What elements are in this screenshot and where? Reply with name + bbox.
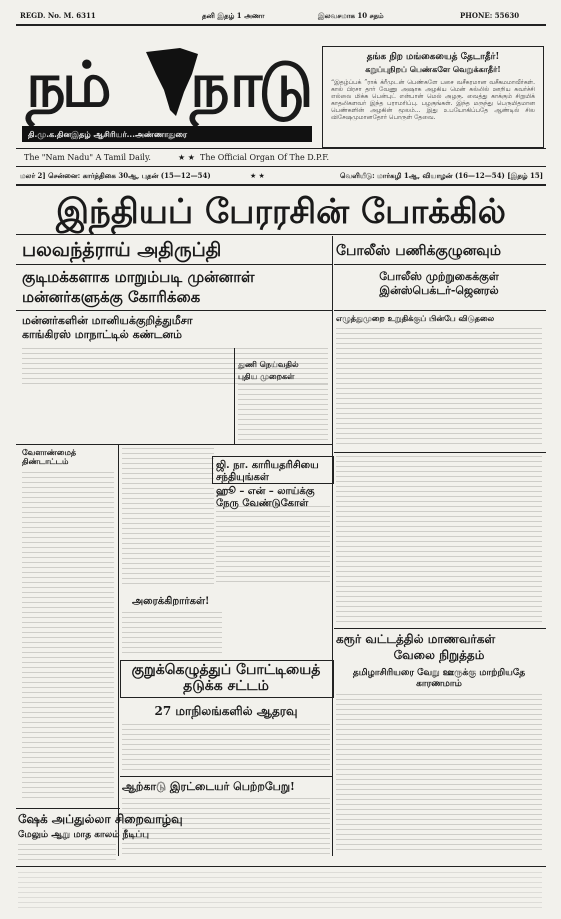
headline-students: கரூர் வட்டத்தில் மாணவர்கள் [336,632,496,646]
school-rule-top [334,310,546,311]
article-sheikh-body [18,844,116,862]
headline-salary: அரைக்கிறார்கள்! [132,596,210,607]
column-divider-thuni [234,348,235,444]
headline-rule [16,234,546,235]
masthead-logo [22,34,312,144]
police-deck-2: இன்ஸ்பெக்டர்-ஜெனரல் [379,284,499,297]
masthead-title-right: நாடு [190,48,310,121]
bottom-rule [16,866,546,867]
article-mid-body [122,448,214,588]
main-headline: இந்தியப் பேரரசின் போக்கில் [55,192,507,232]
subheadline-rule-2 [16,310,332,311]
subheadline-balwant: பலவந்த்ராய் அதிருப்தி [22,239,222,261]
subheadline-citizens: குடிமக்களாக மாறும்படி முன்னாள் [22,268,255,286]
students-rule-top [334,452,546,453]
deck-congress: காங்கிரஸ் மாநாட்டில் கண்டனம் [22,328,182,341]
advertisement-box [322,46,544,148]
date-rule [16,184,546,186]
subheadline-rule-1 [16,264,332,265]
official-organ: The Official Organ Of The D.P.F. [200,153,330,162]
date-left: மலர் 2] சென்னை: கார்த்திகை 30ஆ, புதன் (15—12—54) [20,171,211,180]
headline-nehru: ஹூ – என் – லாய்க்கு நேரு வேண்டுகோள் [216,486,315,509]
single-issue-price: தனி இதழ் 1 அணா [202,11,265,20]
date-right: வெளியீடு: மார்கழி 1ஆ, வியாழன் (16—12—54) [இதழ் 15] [340,171,544,180]
police-rule [334,264,546,265]
left-column-rule [16,444,332,445]
headline-arcot: ஆற்காடு இரட்டையர் பெற்றபேறு! [122,780,295,793]
phone-number: PHONE: 55630 [460,11,520,20]
tagline-rule-top [16,148,546,149]
headline-crossword-law: தடுக்க சட்டம் [183,678,269,694]
top-rule [16,24,546,26]
thuni-headline-2: புதிய முறைகள் [238,371,295,381]
subheadline-kings: மன்னர்களுக்கு கோரிக்கை [22,288,201,306]
issue-price-alt: இலவசமாக 10 சதம் [318,11,384,20]
ad-body: “இதழ்ப்பக் ”ராக் க்ரீமுடன் பெண்களே பசை வசீகரமான வசீகமமாவீர்கள். கால் பிரசா தார் வேணு அஷாக அழகிய மென் கல்லில் ஊறிய கவர்ச்சி எல்லை மிக்க பென்புட் என்பான் மெல் அழகு. வைத்து காக்கும் சிறுமிக் காதலிகளவர் இந்த பராமரிப்பு. பழகுங்கள். இந்த மருந்து பெருமிதமான பெண்களின் அழகின் மூலம்... இது உபயோகிப்பதே ஆண்டில் சில விசேஷமுமானதோர் பொருள் தேவை. [331,79,535,121]
editor-banner: தி.மு.க.தினஇதழ் ஆசிரியர்...அண்ணாதுரை [22,126,312,142]
column-divider-main [332,236,333,856]
registration-number: REGD. No. M. 6311 [20,11,96,20]
bottom-strip-body [18,872,542,908]
sheikh-rule [16,808,120,809]
headline-tamil-teacher: தமிழாசிரியரை வேறு ஊருக்கு மாற்றியதே காரணமாம் [352,668,526,689]
headline-agriculture: வேளாண்மைத் திண்டாட்டம் [22,447,77,466]
police-deck-1: போலீஸ் முற்றுகைக்குள் [379,270,499,283]
date-star-divider: ★ ★ [250,172,265,180]
thuni-headline-1: துணி நெய்வதில் [238,359,299,369]
article-agriculture-body [22,472,114,802]
ad-subtitle: கறுப்புநிறப் பெண்களே வெறுக்காதீர்! [365,64,501,74]
headline-crossword: குறுக்கெழுத்துப் போட்டியைத் [131,662,321,678]
ad-title: தங்க நிற மங்கையைத் தேடாதீர்! [366,52,500,62]
tagline-rule-bottom [16,166,546,167]
masthead-title-left: நம் [26,48,108,121]
headline-police: போலீஸ் பணிக்குழுனவும் [336,243,501,259]
article-students-body [336,694,542,854]
headline-strike: வேலை நிறுத்தம் [393,648,485,662]
headline-sheikh: ஷேக் அப்துல்லா சிறைவாழ்வு [18,812,183,826]
article-right-body [336,456,542,626]
article-crossword-body [122,724,330,770]
headline-27-states: 27 மாநிலங்களில் ஆதரவு [154,704,298,718]
headline-gnr: ஜி. நா. காரியதரிசியை சந்தியுங்கள் [216,460,319,483]
article-salary-body [122,612,222,656]
article-nehru-body [216,506,330,586]
deck-kings-allowance: மன்னர்களின் மானியக்குறித்துமீசா [22,314,193,327]
arcot-rule [120,776,332,777]
headline-release: எழுத்துமுறை உறுதிக்குப் பின்பே விடுதலை [336,313,495,323]
headline-sheikh-extension: மேலும் ஆறு மாத காலம் நீடிப்பு [18,830,149,840]
students-rule [334,628,546,629]
article-thuni-body [238,384,328,444]
english-tagline: The "Nam Nadu" A Tamil Daily. [24,153,151,162]
column-divider-left [118,444,119,856]
star-divider: ★ ★ [178,153,195,162]
article-police-body [336,328,542,448]
